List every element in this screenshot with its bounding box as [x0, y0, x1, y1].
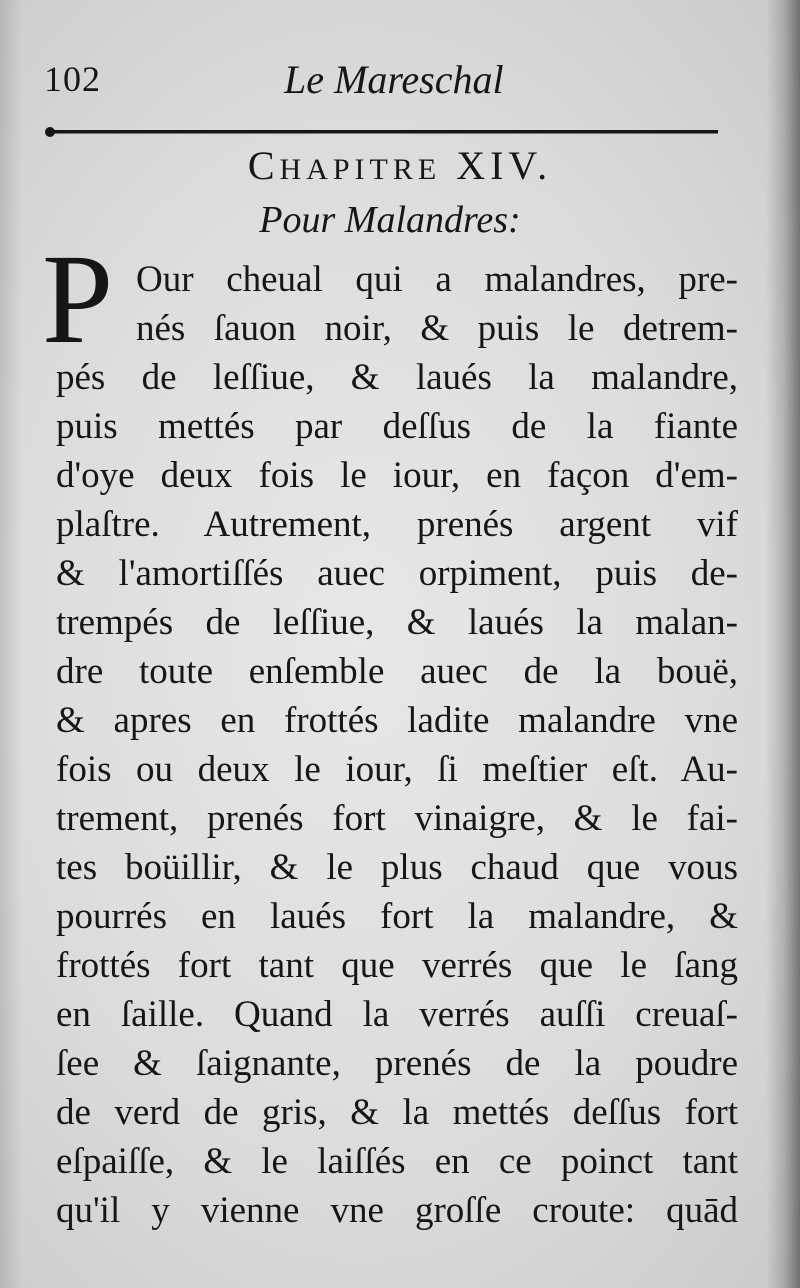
text-line: Our cheual qui a malandres, pre- [136, 259, 738, 300]
text-line: qu'il y vienne vne groſſe croute: quād [56, 1190, 738, 1231]
text-line: d'oye deux fois le iour, en façon d'em- [56, 455, 738, 496]
text-line: pourrés en laués fort la malandre, & [56, 896, 738, 937]
chapter-number: XIV. [456, 143, 553, 188]
text-line: plaſtre. Autrement, prenés argent vif [56, 504, 738, 545]
text-line: en ſaille. Quand la verrés auſſi creuaſ- [56, 994, 738, 1035]
page-gutter-shadow [0, 0, 22, 1288]
text-line: pés de leſſiue, & laués la malandre, [56, 357, 738, 398]
text-line: de verd de gris, & la mettés deſſus fort [56, 1092, 738, 1133]
text-line: & apres en frottés ladite malandre vne [56, 700, 738, 741]
chapter-word: HAPITRE [279, 153, 442, 186]
running-title: Le Mareschal [284, 57, 504, 102]
text-line: ſee & ſaignante, prenés de la poudre [56, 1043, 738, 1084]
drop-cap: P [42, 228, 114, 370]
text-line: trement, prenés fort vinaigre, & le fai- [56, 798, 738, 839]
text-line: fois ou deux le iour, ſi meſtier eſt. Au- [56, 749, 738, 790]
text-line: dre toute enſemble auec de la bouë, [56, 651, 738, 692]
text-line: & l'amortiſſés auec orpiment, puis de- [56, 553, 738, 594]
text-line: frottés fort tant que verrés que le ſang [56, 945, 738, 986]
chapter-word-initial: C [247, 143, 280, 188]
text-line: eſpaiſſe, & le laiſſés en ce poinct tant [56, 1141, 738, 1182]
text-line: trempés de leſſiue, & laués la malan- [56, 602, 738, 643]
text-line: tes boüillir, & le plus chaud que vous [56, 847, 738, 888]
page-edge-shadow [766, 0, 800, 1288]
text-line: puis mettés par deſſus de la fiante [56, 406, 738, 447]
chapter-subtitle: Pour Malandres: [259, 199, 521, 241]
page-number: 102 [44, 59, 101, 99]
header-rule [44, 124, 718, 138]
text-line: nés ſauon noir, & puis le detrem- [136, 308, 738, 349]
chapter-heading [0, 142, 800, 189]
running-head [44, 52, 724, 104]
